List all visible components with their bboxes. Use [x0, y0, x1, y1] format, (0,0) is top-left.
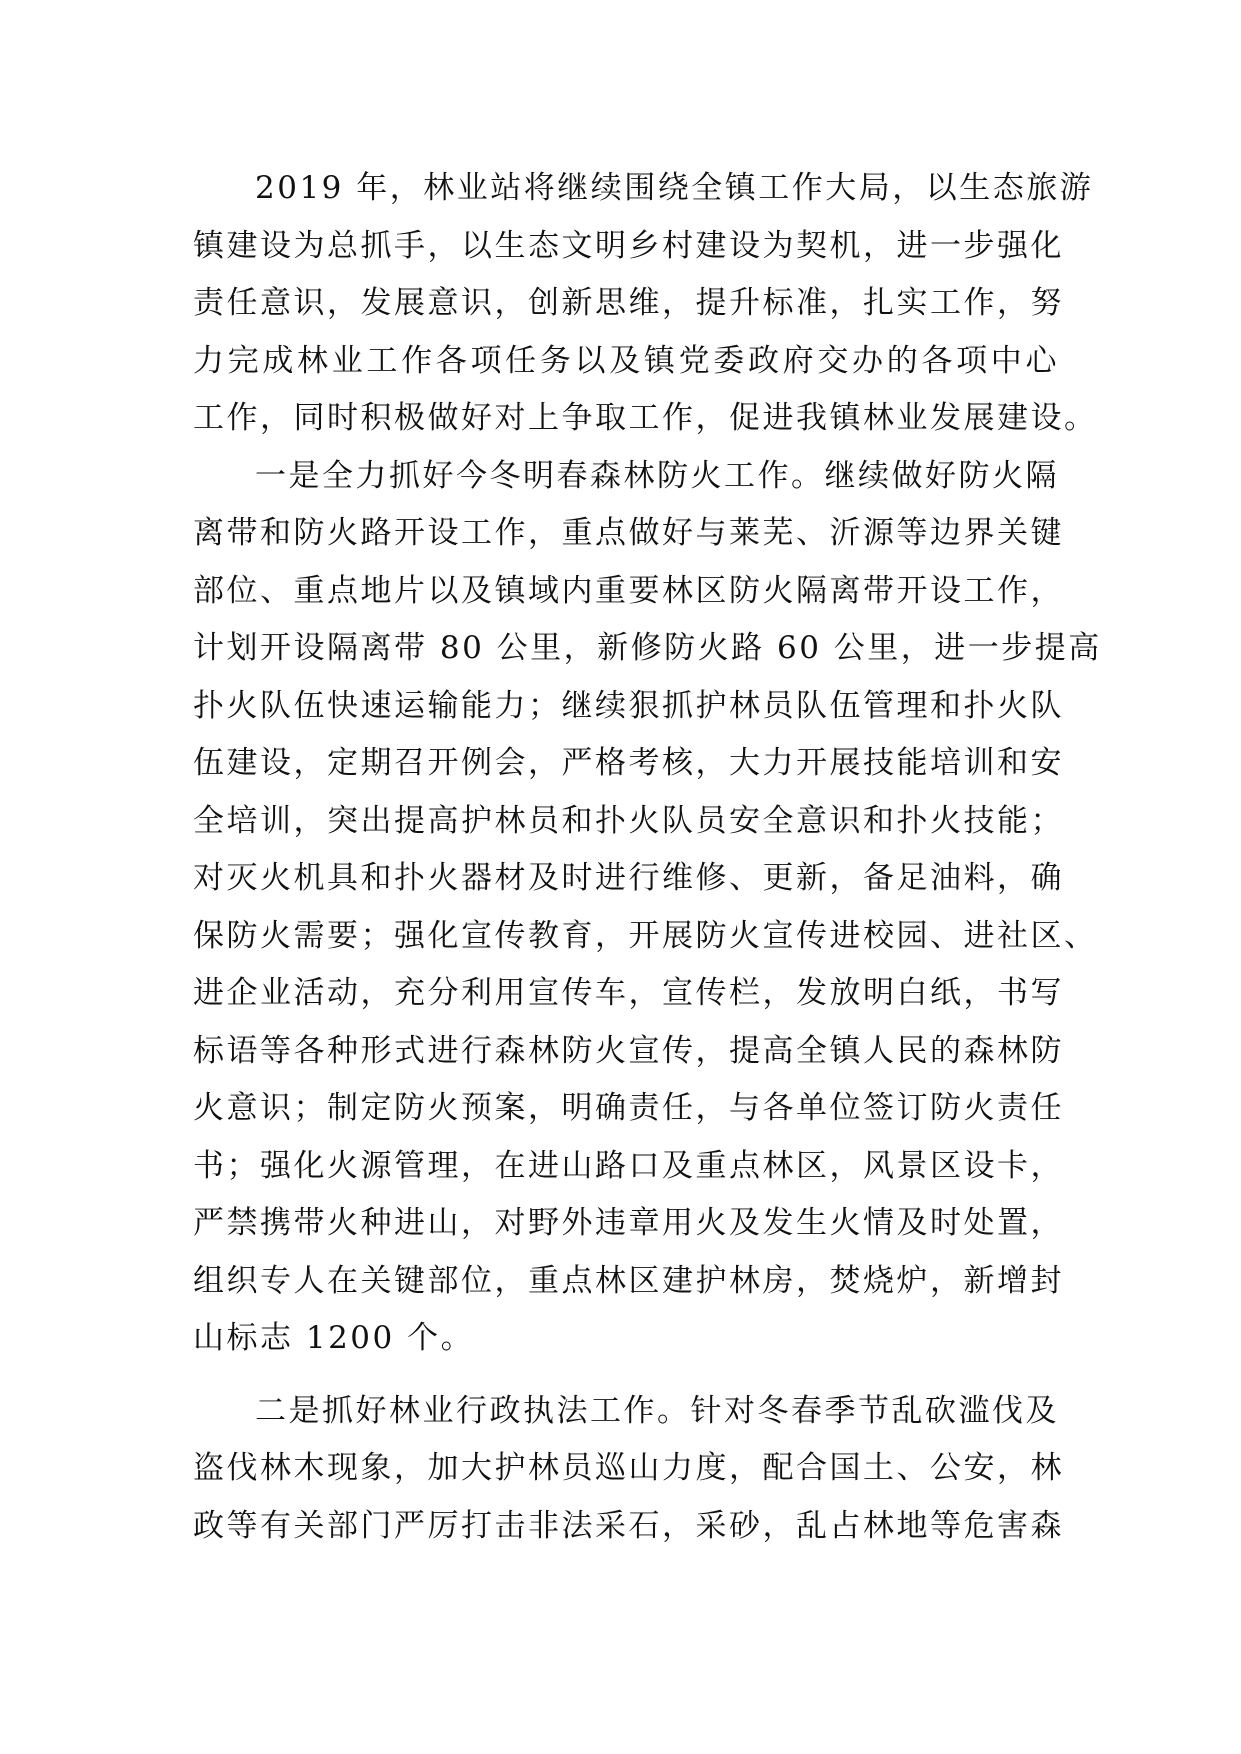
text-line: 火意识；制定防火预案，明确责任，与各单位签订防火责任 [193, 1090, 1064, 1126]
text-line: 二是抓好林业行政执法工作。针对冬春季节乱砍滥伐及 [255, 1392, 1059, 1429]
text-line: 政等有关部门严厉打击非法采石，采砂，乱占林地等危害森 [193, 1507, 1064, 1544]
text-line: 进企业活动，充分利用宣传车，宣传栏，发放明白纸，书写 [193, 975, 1064, 1011]
text-line: 标语等各种形式进行森林防火宣传，提高全镇人民的森林防 [193, 1032, 1064, 1069]
text-line: 一是全力抓好今冬明春森林防火工作。继续做好防火隔 [255, 457, 1059, 494]
text-line: 对灭火机具和扑火器材及时进行维修、更新，备足油料，确 [193, 860, 1064, 896]
text-line: 责任意识，发展意识，创新思维，提升标准，扎实工作，努 [193, 285, 1064, 321]
text-line: 严禁携带火种进山，对野外违章用火及发生火情及时处置， [193, 1205, 1064, 1241]
text-line: 工作，同时积极做好对上争取工作，促进我镇林业发展建设。 [193, 400, 1098, 436]
paragraph-law-enforcement [193, 1383, 1064, 1556]
text-line: 离带和防火路开设工作，重点做好与莱芜、沂源等边界关键 [193, 515, 1064, 551]
text-line: 全培训，突出提高护林员和扑火队员安全意识和扑火技能； [193, 802, 1064, 839]
text-line: 组织专人在关键部位，重点林区建护林房，焚烧炉，新增封 [193, 1262, 1064, 1299]
text-line: 保防火需要；强化宣传教育，开展防火宣传进校园、进社区、 [193, 917, 1098, 954]
text-line: 部位、重点地片以及镇域内重要林区防火隔离带开设工作， [193, 572, 1064, 609]
text-line: 计划开设隔离带 80 公里，新修防火路 60 公里，进一步提高 [193, 630, 1102, 666]
text-line: 扑火队伍快速运输能力；继续狠抓护林员队伍管理和扑火队 [193, 687, 1064, 724]
paragraph-spacer [193, 1368, 1059, 1383]
text-line: 伍建设，定期召开例会，严格考核，大力开展技能培训和安 [193, 745, 1064, 781]
text-line: 2019 年，林业站将继续围绕全镇工作大局，以生态旅游 [255, 170, 1094, 206]
text-line: 盗伐林木现象，加大护林员巡山力度，配合国土、公安，林 [193, 1450, 1064, 1486]
document-body [193, 160, 1102, 1555]
text-line: 力完成林业工作各项任务以及镇党委政府交办的各项中心 [193, 342, 1059, 379]
text-line: 书；强化火源管理，在进山路口及重点林区，风景区设卡， [193, 1147, 1064, 1184]
text-line: 山标志 1200 个。 [193, 1320, 475, 1356]
text-line: 镇建设为总抓手，以生态文明乡村建设为契机，进一步强化 [193, 227, 1064, 264]
paragraph-2019-plan [193, 160, 1098, 448]
paragraph-fire-prevention [193, 448, 1102, 1368]
